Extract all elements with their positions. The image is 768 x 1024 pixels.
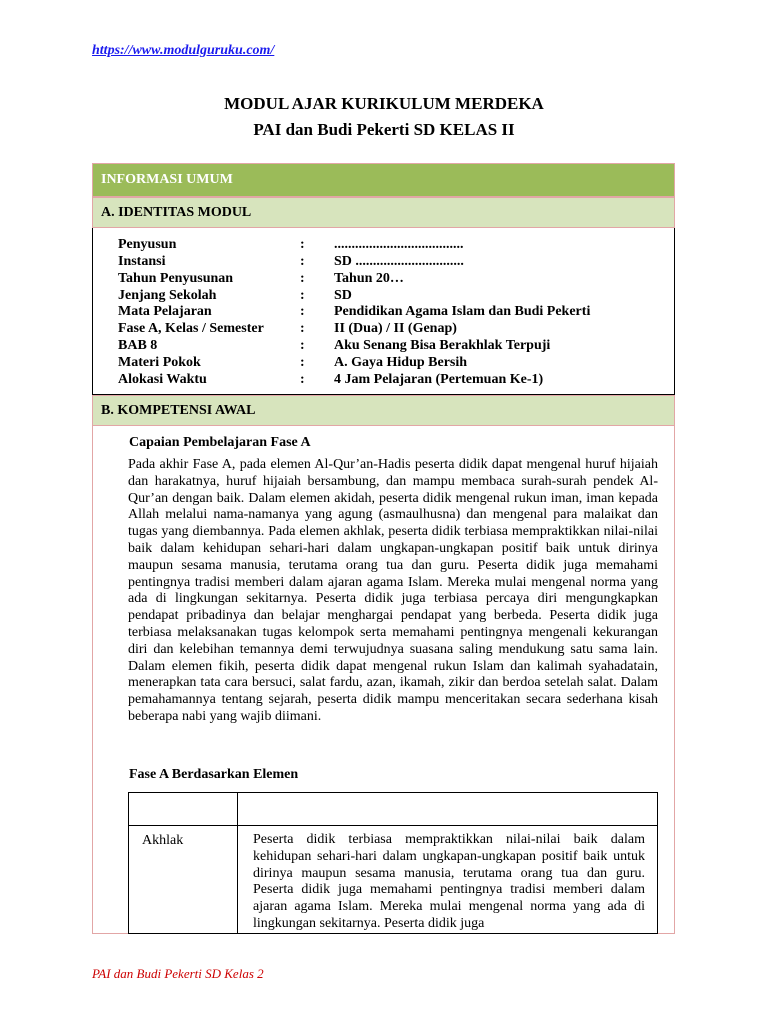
identitas-label: Instansi xyxy=(118,254,166,269)
identitas-separator: : xyxy=(300,304,305,319)
identitas-separator: : xyxy=(300,321,305,336)
identitas-label: Materi Pokok xyxy=(118,355,201,370)
identitas-value: Aku Senang Bisa Berakhlak Terpuji xyxy=(334,338,551,353)
identitas-value: SD xyxy=(334,288,352,303)
identitas-separator: : xyxy=(300,271,305,286)
page-footer: PAI dan Budi Pekerti SD Kelas 2 xyxy=(92,966,264,981)
section-informasi-umum: INFORMASI UMUM xyxy=(92,163,675,197)
identitas-label: Fase A, Kelas / Semester xyxy=(118,321,264,336)
fase-heading: Fase A Berdasarkan Elemen xyxy=(129,767,299,782)
identitas-label: Penyusun xyxy=(118,237,177,252)
table-divider xyxy=(237,793,238,933)
identitas-separator: : xyxy=(300,372,305,387)
document-subtitle: PAI dan Budi Pekerti SD KELAS II xyxy=(253,120,515,139)
table-cell-elemen: Akhlak xyxy=(142,833,184,848)
identitas-value: 4 Jam Pelajaran (Pertemuan Ke-1) xyxy=(334,372,544,387)
identitas-value: A. Gaya Hidup Bersih xyxy=(334,355,468,370)
website-link[interactable]: https://www.modulguruku.com/ xyxy=(92,43,275,58)
table-cell-deskripsi: Peserta didik terbiasa mempraktikkan nilai-nilai baik dalam kehidupan sehari-hari dalam ungkapan-ungkapan positif baik untuk dirinya maupun sesama manusia, terutama orang tua dan guru. Peserta didik juga memahami pentingnya tradisi memberi dalam ajaran agama Islam. Mereka mulai mengenal norma yang ada di lingkungan sekitarnya. Peserta didik juga xyxy=(253,832,645,931)
identitas-separator: : xyxy=(300,288,305,303)
identitas-label: Tahun Penyusunan xyxy=(118,271,234,286)
identitas-value: II (Dua) / II (Genap) xyxy=(334,321,457,336)
section-kompetensi-awal: B. KOMPETENSI AWAL xyxy=(92,395,675,426)
section-identitas-modul: A. IDENTITAS MODUL xyxy=(92,197,675,228)
identitas-label: BAB 8 xyxy=(118,338,158,353)
identitas-separator: : xyxy=(300,355,305,370)
capaian-heading: Capaian Pembelajaran Fase A xyxy=(129,435,311,450)
identitas-separator: : xyxy=(300,254,305,269)
identitas-separator: : xyxy=(300,237,305,252)
identitas-value: Tahun 20… xyxy=(334,271,404,286)
identitas-value: ..................................... xyxy=(334,237,464,252)
identitas-value: Pendidikan Agama Islam dan Budi Pekerti xyxy=(334,304,591,319)
capaian-paragraph: Pada akhir Fase A, pada elemen Al-Qur’an-Hadis peserta didik dapat mengenal huruf hijaiah dan harakatnya, huruf hijaiah bersambung, dan mampu membaca surah-surah pendek Al-Qur’an dengan baik. Dalam elemen akidah, peserta didik mengenal rukun iman, iman kepada Allah melalui nama-namanya yang agung (asmaulhusna) dan mengenal para malaikat dan tugas yang diembannya. Pada elemen akhlak, peserta didik terbiasa mempraktikkan nilai-nilai baik dalam kehidupan sehari-hari dalam ungkapan-ungkapan positif baik untuk dirinya maupun sesama manusia, terutama orang tua dan guru. Peserta didik juga memahami pentingnya tradisi memberi dalam ajaran agama Islam. Mereka mulai mengenal norma yang ada di lingkungan sekitarnya. Peserta didik juga terbiasa percaya diri mengungkapkan pendapat pribadinya dan belajar menghargai pendapat yang berbeda. Peserta didik juga terbiasa melaksanakan tugas kelompok serta memahami pentingnya mengenali kekurangan diri dan kelebihan temannya demi terwujudnya suasana saling mendukung satu sama lain. Dalam elemen fikih, peserta didik dapat mengenal rukun Islam dan kalimah syahadatain, menerapkan tata cara bersuci, salat fardu, azan, ikamah, zikir dan berdoa setelah salat. Dalam pemahamannya tentang sejarah, peserta didik mampu menceritakan secara sederhana kisah beberapa nabi yang wajib diimani. xyxy=(128,457,658,724)
identitas-value: SD ............................... xyxy=(334,254,464,269)
document-title: MODUL AJAR KURIKULUM MERDEKA xyxy=(224,94,544,113)
identitas-label: Jenjang Sekolah xyxy=(118,288,217,303)
identitas-label: Mata Pelajaran xyxy=(118,304,212,319)
identitas-separator: : xyxy=(300,338,305,353)
identitas-label: Alokasi Waktu xyxy=(118,372,207,387)
table-header-divider xyxy=(129,825,657,826)
